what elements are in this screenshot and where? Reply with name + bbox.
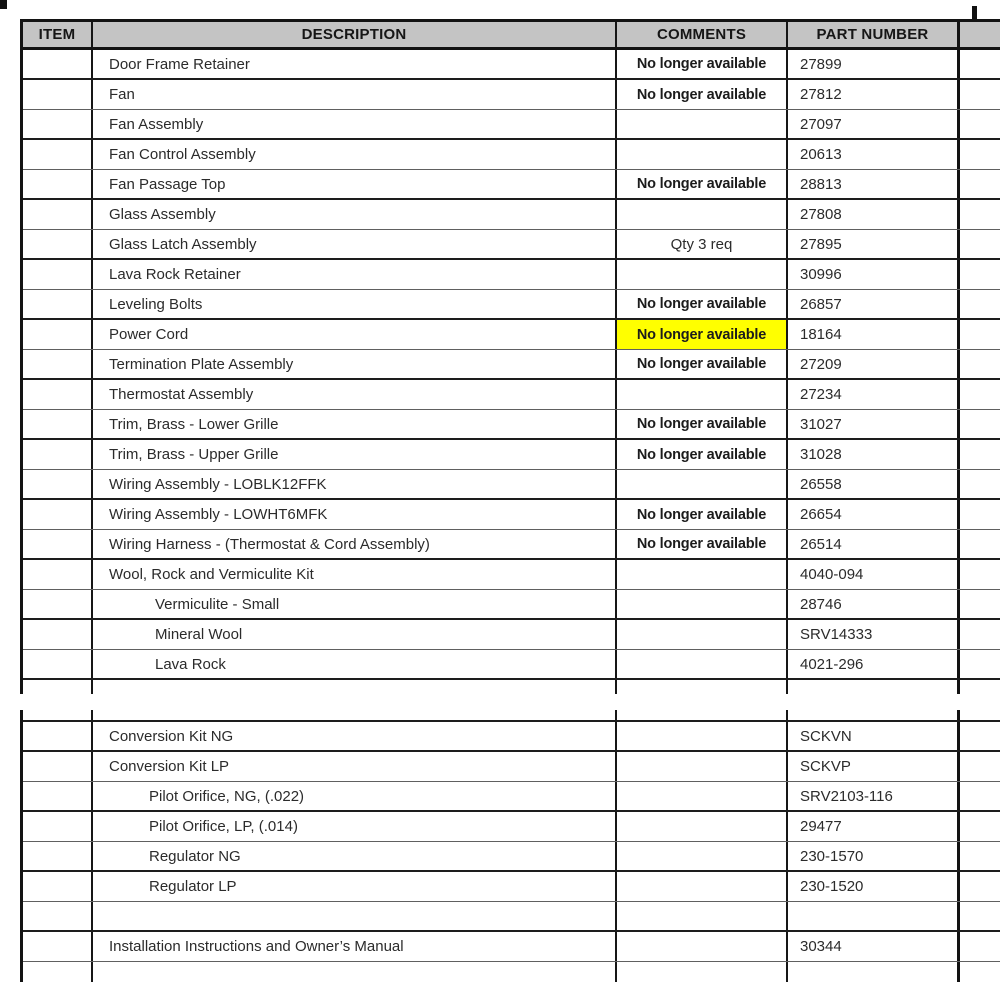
description-cell: Wiring Assembly - LOBLK12FFK bbox=[93, 470, 617, 498]
parts-table-primary bbox=[20, 19, 1000, 694]
table-row bbox=[23, 260, 1000, 290]
ghost-cell bbox=[960, 710, 991, 720]
table-row bbox=[23, 722, 1000, 752]
column-header-ghost bbox=[960, 22, 991, 47]
part-number-cell: SRV2103-116 bbox=[788, 782, 960, 810]
table-row bbox=[23, 50, 1000, 80]
ghost-cell bbox=[960, 380, 991, 409]
item-cell bbox=[23, 320, 93, 349]
comments-cell bbox=[617, 902, 788, 930]
item-cell bbox=[23, 650, 93, 678]
ghost-cell bbox=[960, 842, 991, 870]
comments-cell bbox=[617, 872, 788, 901]
comments-cell bbox=[617, 752, 788, 781]
description-cell: Thermostat Assembly bbox=[93, 380, 617, 409]
item-cell bbox=[23, 110, 93, 138]
ghost-cell bbox=[960, 620, 991, 649]
item-cell bbox=[23, 722, 93, 750]
item-cell bbox=[23, 902, 93, 930]
part-number-cell bbox=[788, 710, 960, 720]
ghost-cell bbox=[960, 872, 991, 901]
comments-cell-highlighted: No longer available bbox=[617, 320, 788, 349]
item-cell bbox=[23, 50, 93, 78]
comments-cell bbox=[617, 380, 788, 409]
column-header-item: ITEM bbox=[23, 22, 93, 47]
comments-cell bbox=[617, 650, 788, 678]
part-number-cell: 28813 bbox=[788, 170, 960, 198]
table-row bbox=[23, 530, 1000, 560]
ghost-cell bbox=[960, 170, 991, 198]
comments-cell bbox=[617, 560, 788, 589]
part-number-cell: 26857 bbox=[788, 290, 960, 318]
item-cell bbox=[23, 752, 93, 781]
part-number-cell: SCKVP bbox=[788, 752, 960, 781]
part-number-cell: 31028 bbox=[788, 440, 960, 469]
ghost-cell bbox=[960, 320, 991, 349]
ghost-cell bbox=[960, 932, 991, 961]
description-cell: Lava Rock Retainer bbox=[93, 260, 617, 289]
comments-cell bbox=[617, 680, 788, 694]
table-row bbox=[23, 500, 1000, 530]
table-row-sub-item bbox=[23, 590, 1000, 620]
table-row bbox=[23, 380, 1000, 410]
comments-cell bbox=[617, 200, 788, 229]
item-cell bbox=[23, 680, 93, 694]
description-cell: Wiring Harness - (Thermostat & Cord Assembly) bbox=[93, 530, 617, 558]
part-number-cell: 26654 bbox=[788, 500, 960, 529]
ghost-cell bbox=[960, 782, 991, 810]
part-number-cell bbox=[788, 902, 960, 930]
description-cell: Fan Passage Top bbox=[93, 170, 617, 198]
description-cell: Pilot Orifice, LP, (.014) bbox=[93, 812, 617, 841]
part-number-cell: 30996 bbox=[788, 260, 960, 289]
ghost-cell bbox=[960, 530, 991, 558]
table-row bbox=[23, 170, 1000, 200]
description-cell: Regulator LP bbox=[93, 872, 617, 901]
table-row-sub-item bbox=[23, 842, 1000, 872]
comments-cell bbox=[617, 260, 788, 289]
column-header-comments: COMMENTS bbox=[617, 22, 788, 47]
table-row-sub-item bbox=[23, 812, 1000, 842]
part-number-cell: 27234 bbox=[788, 380, 960, 409]
item-cell bbox=[23, 782, 93, 810]
description-cell: Regulator NG bbox=[93, 842, 617, 870]
table-row-sub-item bbox=[23, 650, 1000, 680]
table-row bbox=[23, 410, 1000, 440]
ghost-cell bbox=[960, 110, 991, 138]
partial-row-cropped bbox=[23, 962, 1000, 982]
item-cell bbox=[23, 530, 93, 558]
description-cell: Door Frame Retainer bbox=[93, 50, 617, 78]
description-cell: Pilot Orifice, NG, (.022) bbox=[93, 782, 617, 810]
ghost-cell bbox=[960, 902, 991, 930]
table-row bbox=[23, 470, 1000, 500]
table-row-empty bbox=[23, 902, 1000, 932]
comments-cell: No longer available bbox=[617, 170, 788, 198]
comments-cell bbox=[617, 722, 788, 750]
description-cell: Glass Assembly bbox=[93, 200, 617, 229]
item-cell bbox=[23, 200, 93, 229]
table-row-sub-item bbox=[23, 782, 1000, 812]
ghost-cell bbox=[960, 962, 991, 982]
comments-cell: No longer available bbox=[617, 350, 788, 378]
item-cell bbox=[23, 872, 93, 901]
comments-cell bbox=[617, 842, 788, 870]
table-row bbox=[23, 140, 1000, 170]
description-cell: Wiring Assembly - LOWHT6MFK bbox=[93, 500, 617, 529]
part-number-cell: 28746 bbox=[788, 590, 960, 618]
item-cell bbox=[23, 80, 93, 109]
ghost-cell bbox=[960, 752, 991, 781]
ghost-cell bbox=[960, 812, 991, 841]
item-cell bbox=[23, 290, 93, 318]
comments-cell: No longer available bbox=[617, 440, 788, 469]
comments-cell: No longer available bbox=[617, 410, 788, 438]
comments-cell bbox=[617, 470, 788, 498]
part-number-cell: 27209 bbox=[788, 350, 960, 378]
item-cell bbox=[23, 140, 93, 169]
item-cell bbox=[23, 470, 93, 498]
table-row bbox=[23, 440, 1000, 470]
part-number-cell: 4021-296 bbox=[788, 650, 960, 678]
ghost-cell bbox=[960, 500, 991, 529]
part-number-cell bbox=[788, 962, 960, 982]
table-row bbox=[23, 200, 1000, 230]
comments-cell: No longer available bbox=[617, 50, 788, 78]
comments-cell: No longer available bbox=[617, 290, 788, 318]
part-number-cell: SRV14333 bbox=[788, 620, 960, 649]
item-cell bbox=[23, 350, 93, 378]
partial-row-cropped bbox=[23, 710, 1000, 722]
item-cell bbox=[23, 590, 93, 618]
part-number-cell: 29477 bbox=[788, 812, 960, 841]
ghost-cell bbox=[960, 50, 991, 78]
ghost-cell bbox=[960, 410, 991, 438]
table-row-sub-item bbox=[23, 872, 1000, 902]
comments-cell: Qty 3 req bbox=[617, 230, 788, 258]
part-number-cell: 26558 bbox=[788, 470, 960, 498]
parts-table-gas-conversion bbox=[20, 710, 1000, 982]
description-cell: Lava Rock bbox=[93, 650, 617, 678]
ghost-cell bbox=[960, 440, 991, 469]
part-number-cell: SCKVN bbox=[788, 722, 960, 750]
table-row bbox=[23, 560, 1000, 590]
part-number-cell: 230-1570 bbox=[788, 842, 960, 870]
item-cell bbox=[23, 560, 93, 589]
part-number-cell: 4040-094 bbox=[788, 560, 960, 589]
item-cell bbox=[23, 500, 93, 529]
description-cell: Conversion Kit LP bbox=[93, 752, 617, 781]
description-cell: Fan Assembly bbox=[93, 110, 617, 138]
ghost-cell bbox=[960, 80, 991, 109]
item-cell bbox=[23, 410, 93, 438]
description-cell: Vermiculite - Small bbox=[93, 590, 617, 618]
crop-artifact-top-left bbox=[0, 0, 7, 9]
comments-cell bbox=[617, 710, 788, 720]
ghost-cell bbox=[960, 230, 991, 258]
table-row bbox=[23, 230, 1000, 260]
table-row bbox=[23, 80, 1000, 110]
part-number-cell: 27812 bbox=[788, 80, 960, 109]
description-cell: Fan Control Assembly bbox=[93, 140, 617, 169]
comments-cell bbox=[617, 962, 788, 982]
item-cell bbox=[23, 170, 93, 198]
column-header-part-number: PART NUMBER bbox=[788, 22, 960, 47]
description-cell: Power Cord bbox=[93, 320, 617, 349]
description-cell: Trim, Brass - Upper Grille bbox=[93, 440, 617, 469]
item-cell bbox=[23, 380, 93, 409]
table-row bbox=[23, 752, 1000, 782]
part-number-cell: 27808 bbox=[788, 200, 960, 229]
ghost-cell bbox=[960, 680, 991, 694]
partial-row-cropped bbox=[23, 680, 1000, 694]
column-header-description: DESCRIPTION bbox=[93, 22, 617, 47]
crop-artifact-top-right bbox=[972, 6, 977, 20]
ghost-cell bbox=[960, 200, 991, 229]
item-cell bbox=[23, 812, 93, 841]
ghost-cell bbox=[960, 260, 991, 289]
table-row bbox=[23, 932, 1000, 962]
ghost-cell bbox=[960, 650, 991, 678]
ghost-cell bbox=[960, 560, 991, 589]
description-cell bbox=[93, 680, 617, 694]
item-cell bbox=[23, 932, 93, 961]
part-number-cell: 27895 bbox=[788, 230, 960, 258]
description-cell: Mineral Wool bbox=[93, 620, 617, 649]
item-cell bbox=[23, 620, 93, 649]
part-number-cell: 18164 bbox=[788, 320, 960, 349]
table-row bbox=[23, 290, 1000, 320]
item-cell bbox=[23, 230, 93, 258]
part-number-cell: 27097 bbox=[788, 110, 960, 138]
comments-cell bbox=[617, 590, 788, 618]
description-cell: Fan bbox=[93, 80, 617, 109]
description-cell bbox=[93, 902, 617, 930]
description-cell: Wool, Rock and Vermiculite Kit bbox=[93, 560, 617, 589]
item-cell bbox=[23, 260, 93, 289]
part-number-cell: 20613 bbox=[788, 140, 960, 169]
table-row bbox=[23, 350, 1000, 380]
part-number-cell: 230-1520 bbox=[788, 872, 960, 901]
comments-cell bbox=[617, 782, 788, 810]
item-cell bbox=[23, 440, 93, 469]
ghost-cell bbox=[960, 350, 991, 378]
description-cell bbox=[93, 710, 617, 720]
comments-cell bbox=[617, 620, 788, 649]
comments-cell bbox=[617, 110, 788, 138]
header-row bbox=[23, 19, 1000, 50]
part-number-cell: 27899 bbox=[788, 50, 960, 78]
description-cell bbox=[93, 962, 617, 982]
part-number-cell bbox=[788, 680, 960, 694]
ghost-cell bbox=[960, 722, 991, 750]
part-number-cell: 30344 bbox=[788, 932, 960, 961]
table-row bbox=[23, 110, 1000, 140]
ghost-cell bbox=[960, 590, 991, 618]
ghost-cell bbox=[960, 290, 991, 318]
part-number-cell: 31027 bbox=[788, 410, 960, 438]
table-row-power-cord bbox=[23, 320, 1000, 350]
comments-cell: No longer available bbox=[617, 80, 788, 109]
description-cell: Leveling Bolts bbox=[93, 290, 617, 318]
ghost-cell bbox=[960, 470, 991, 498]
description-cell: Termination Plate Assembly bbox=[93, 350, 617, 378]
description-cell: Glass Latch Assembly bbox=[93, 230, 617, 258]
comments-cell bbox=[617, 812, 788, 841]
item-cell bbox=[23, 962, 93, 982]
comments-cell: No longer available bbox=[617, 530, 788, 558]
item-cell bbox=[23, 710, 93, 720]
comments-cell bbox=[617, 932, 788, 961]
comments-cell: No longer available bbox=[617, 500, 788, 529]
description-cell: Trim, Brass - Lower Grille bbox=[93, 410, 617, 438]
comments-cell bbox=[617, 140, 788, 169]
part-number-cell: 26514 bbox=[788, 530, 960, 558]
item-cell bbox=[23, 842, 93, 870]
description-cell: Installation Instructions and Owner’s Manual bbox=[93, 932, 617, 961]
ghost-cell bbox=[960, 140, 991, 169]
description-cell: Conversion Kit NG bbox=[93, 722, 617, 750]
table-row-sub-item bbox=[23, 620, 1000, 650]
